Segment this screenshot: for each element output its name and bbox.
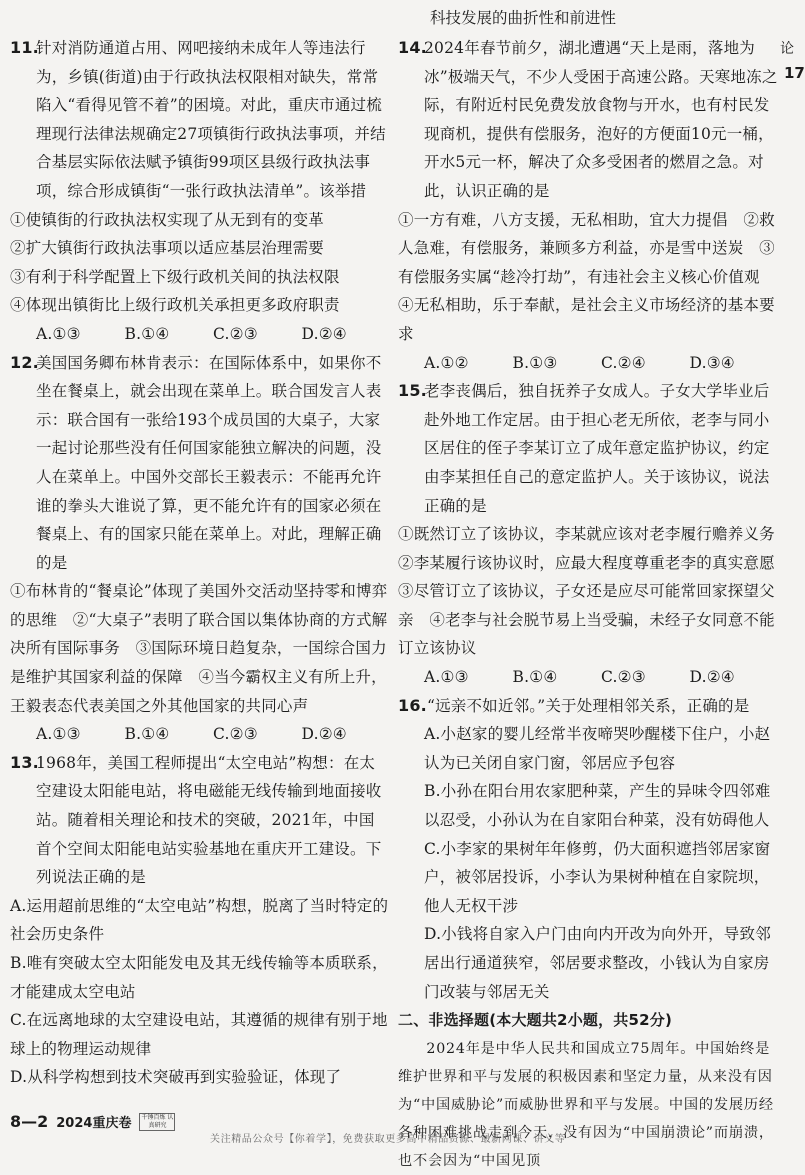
question-stem: 美国国务卿布林肯表示：在国际体系中，如果你不坐在餐桌上，就会出现在菜单上。联合国发言人表示：联合国有一张给193个成员国的大桌子，大家一起讨论那些没有任何国家能独立解决的问题，没人在菜单上。中国外交部长王毅表示：不能再允许谁的拳头大谁说了算，更不能允许有的国家必须在餐桌上、有的国家只能在菜单上。对此，理解正确的是 <box>36 353 382 572</box>
option-c[interactable]: C.②④ <box>601 353 646 372</box>
option-d[interactable]: D.②④ <box>301 324 347 343</box>
question-stem: “远亲不如近邻。”关于处理相邻关系，正确的是 <box>426 696 750 715</box>
question-stem: 2024年春节前夕，湖北遭遇“天上是雨，落地为冰”极端天气，不少人受困于高速公路。天寒地冻之际，有附近村民免费发放食物与开水，也有村民发现商机，提供有偿服务，泡好的方便面10元一桶，开水5元一杯，解决了众多受困者的燃眉之急。对此，认识正确的是 <box>424 39 778 200</box>
option-b[interactable]: B.①④ <box>124 725 170 744</box>
option-a[interactable]: A.①③ <box>36 324 81 343</box>
brand-logo-icon: 千锤百炼 认真研究 <box>139 1113 175 1131</box>
option-c[interactable]: C.在远离地球的太空建设电站，其遵循的规律有别于地球上的物理运动规律 <box>10 1011 388 1058</box>
watermark: 关注精品公众号【你着学】，免费获取更多高中精品资源、最新网课、讲义等 <box>210 1134 566 1145</box>
option-a[interactable]: A.小赵家的婴儿经常半夜啼哭吵醒楼下住户，小赵认为已关闭自家门窗，邻居应予包容 <box>424 725 771 772</box>
statement-4: ④体现出镇街比上级行政机关承担更多政府职责 <box>10 296 340 315</box>
question-14 <box>398 34 778 377</box>
question-13 <box>10 749 390 1092</box>
question-stem: 针对消防通道占用、网吧接纳未成年人等违法行为，乡镇(街道)由于行政执法权限相对缺失，常常陷入“看得见管不着”的困境。对此，重庆市通过梳理现行法律法规确定27项镇街行政执法事项，并结合基层实际依法赋予镇街99项区县级行政执法事项，综合形成镇街“一张行政执法清单”。该举措 <box>36 39 386 200</box>
question-stem: 1968年，美国工程师提出“太空电站”构想：在太空建设太阳能电站，将电磁能无线传输到地面接收站。随着相关理论和技术的突破，2021年，中国首个空间太阳能电站实验基地在重庆开工建设。下列说法正确的是 <box>36 753 382 887</box>
footer <box>10 1112 175 1131</box>
statements: ①布林肯的“餐桌论”体现了美国外交活动坚持零和博弈的思维 ②“大桌子”表明了联合国以集体协商的方式解决所有国际事务 ③国际环境日趋复杂，一国综合国力是维护其国家利益的保障 ④当今霸权主义有所上升，王毅表态代表美国之外其他国家的共同心声 <box>10 582 388 715</box>
statement-2: ②扩大镇街行政执法事项以适应基层治理需要 <box>10 239 325 258</box>
edge-char: 论 <box>780 41 794 57</box>
answer-options <box>398 349 778 378</box>
option-b[interactable]: B.唯有突破太空太阳能发电及其无线传输等本质联系，才能建成太空电站 <box>10 954 388 1001</box>
statement-3: ③有利于科学配置上下级行政机关间的执法权限 <box>10 267 340 286</box>
question-number: 14. <box>398 38 427 57</box>
question-number: 15. <box>398 381 427 401</box>
option-d[interactable]: D.从科学构想到技术突破再到实验验证，体现了 <box>10 1068 342 1087</box>
question-15 <box>398 377 791 692</box>
answer-options <box>10 320 390 349</box>
option-b[interactable]: B.①④ <box>124 324 170 343</box>
right-column <box>398 34 791 1175</box>
section-title: 二、非选择题(本大题共2小题，共52分) <box>398 1011 673 1030</box>
question-16 <box>398 692 778 1007</box>
option-c[interactable]: C.小李家的果树年年修剪，仍大面积遮挡邻居家窗户，被邻居投诉，小李认为果树种植在自家院坝，他人无权干涉 <box>424 839 771 915</box>
answer-options <box>398 663 778 692</box>
option-a[interactable]: A.①② <box>424 353 469 372</box>
page-number: 8—2 <box>10 1112 49 1131</box>
question-number: 12. <box>10 352 39 372</box>
question-12 <box>10 349 390 749</box>
left-column <box>10 34 390 1092</box>
statements: ①一方有难，八方支援，无私相助，宜大力提倡 ②救人急难，有偿服务，兼顾多方利益，亦是雪中送炭 ③有偿服务实属“趁冷打劫”，有违社会主义核心价值观 ④无私相助，乐于奉献，是社会主义市场经济的基本要求 <box>398 210 776 343</box>
continuation-text: 科技发展的曲折性和前进性 <box>430 9 617 27</box>
question-number: 13. <box>10 752 39 772</box>
option-a[interactable]: A.运用超前思维的“太空电站”构想，脱离了当时特定的社会历史条件 <box>10 896 389 944</box>
question-stem: 老李丧偶后，独自抚养子女成人。子女大学毕业后赴外地工作定居。由于担心老无所依，老李与同小区居住的侄子李某订立了成年意定监护协议，约定由李某担任自己的意定监护人。关于该协议，说法正确的是 <box>424 382 770 515</box>
question-number: 16. <box>398 695 427 715</box>
option-c[interactable]: C.②③ <box>601 668 646 687</box>
option-b[interactable]: B.①③ <box>512 353 558 372</box>
answer-options <box>10 720 390 749</box>
option-d[interactable]: D.②④ <box>689 668 735 687</box>
option-a[interactable]: A.①③ <box>424 668 469 687</box>
option-c[interactable]: C.②③ <box>213 324 258 343</box>
volume-label: 2024重庆卷 <box>56 1116 132 1131</box>
question-number: 11. <box>10 38 39 57</box>
option-d[interactable]: D.小钱将自家入户门由向内开改为向外开，导致邻居出行通道狭窄，邻居要求整改，小钱认为自家房门改装与邻居无关 <box>424 925 771 1001</box>
edge-num: 17 <box>784 64 805 82</box>
question-11 <box>10 34 390 349</box>
option-a[interactable]: A.①③ <box>36 725 81 744</box>
passage: 2024年是中华人民共和国成立75周年。中国始终是维护世界和平与发展的积极因素和坚定力量，从来没有因为“中国威胁论”而威胁世界和平与发展。中国的发展历经各种困难挑战走到今天，没有因为“中国崩溃论”而崩溃，也不会因为“中国见顶 <box>398 1040 774 1169</box>
option-b[interactable]: B.小孙在阳台用农家肥种菜，产生的异味令四邻难以忍受，小孙认为在自家阳台种菜，没有妨碍他人 <box>424 782 771 830</box>
statement-1: ①使镇街的行政执法权实现了从无到有的变革 <box>10 210 325 229</box>
option-d[interactable]: D.③④ <box>689 353 735 372</box>
option-b[interactable]: B.①④ <box>512 668 558 687</box>
option-d[interactable]: D.②④ <box>301 725 347 744</box>
statements: ①既然订立了该协议，李某就应该对老李履行赡养义务 ②李某履行该协议时，应最大程度尊重老李的真实意愿 ③尽管订立了该协议，子女还是应尽可能常回家探望父亲 ④老李与社会脱节易上当受骗，未经子女同意不能订立该协议 <box>398 525 791 658</box>
option-c[interactable]: C.②③ <box>213 725 258 744</box>
